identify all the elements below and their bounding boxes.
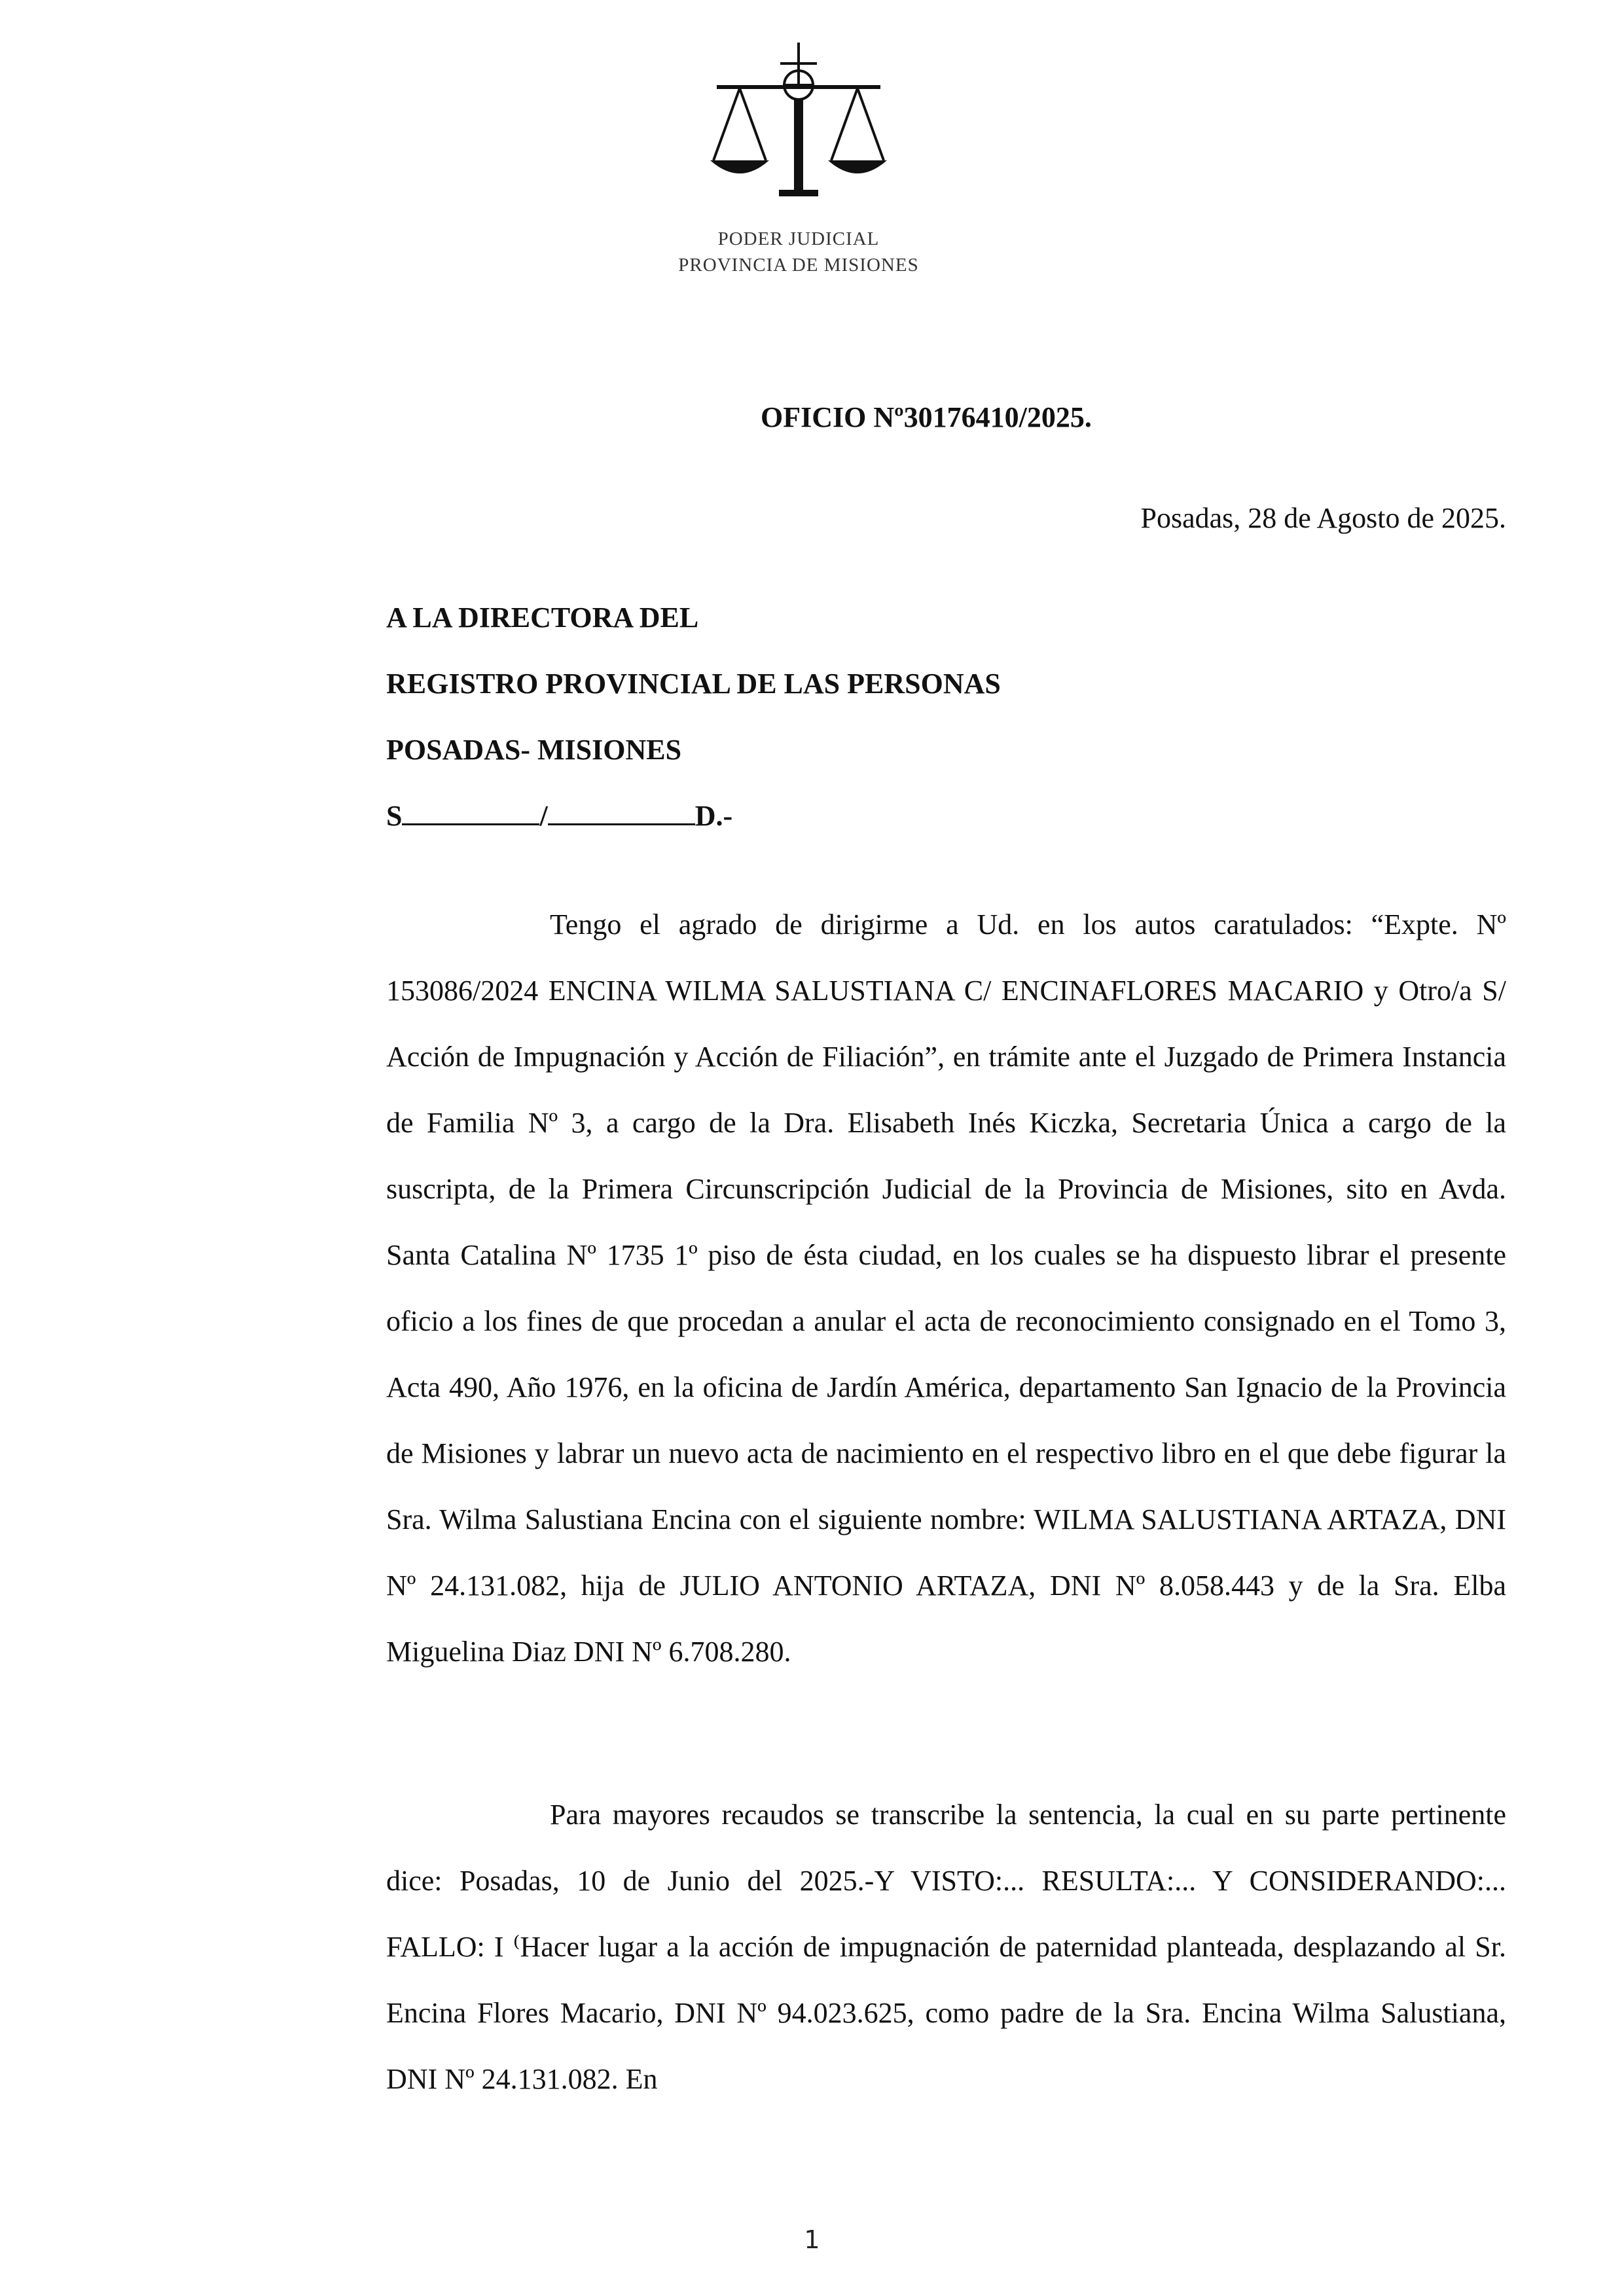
sd-slash: / <box>539 800 548 832</box>
sd-line <box>386 799 732 833</box>
judicial-logo <box>661 36 936 298</box>
logo-line-provincia: PROVINCIA DE MISIONES <box>678 255 919 276</box>
sd-s: S <box>386 800 403 832</box>
sd-d: D.- <box>695 800 733 832</box>
addressee-line-1: A LA DIRECTORA DEL <box>386 601 699 634</box>
date-line: Posadas, 28 de Agosto de 2025. <box>1140 502 1506 534</box>
logo-line-poder-judicial: PODER JUDICIAL <box>717 228 880 249</box>
scales-of-justice-icon <box>700 36 897 226</box>
sd-blank-1 <box>402 802 539 825</box>
body-paragraph-2 <box>386 1782 1506 2112</box>
paragraph-1-text: Tengo el agrado de dirigirme a Ud. en los autos caratulados: “Expte. Nº 153086/2024 ENCINA WILMA SALUSTIANA C/ ENCINAFLORES MACARIO y Otro/a S/ Acción de Impugnación y Acción de Filiación”, en trámite ante el Juzgado de Primera Instancia de Familia Nº 3, a cargo de la Dra. Elisabeth Inés Kiczka, Secretaria Única a cargo de la suscripta, de la Primera Circunscripción Judicial de la Provincia de Misiones, sito en Avda. Santa Catalina Nº 1735 1º piso de ésta ciudad, en los cuales se ha dispuesto librar el presente oficio a los fines de que procedan a anular el acta de reconocimiento consignado en el Tomo 3, Acta 490, Año 1976, en la oficina de Jardín América, departamento San Ignacio de la Provincia de Misiones y labrar un nuevo acta de nacimiento en el respectivo libro en el que debe figurar la Sra. Wilma Salustiana Encina con el siguiente nombre: WILMA SALUSTIANA ARTAZA, DNI Nº 24.131.082, hija de JULIO ANTONIO ARTAZA, DNI Nº 8.058.443 y de la Sra. Elba Miguelina Diaz DNI Nº 6.708.280. <box>386 908 1506 1668</box>
paragraph-2-text: Para mayores recaudos se transcribe la sentencia, la cual en su parte pertinente dice: Posadas, 10 de Junio del 2025.-Y VISTO:... RESULTA:... Y CONSIDERANDO:... FALLO: I ⁽Hacer lugar a la acción de impugnación de paternidad planteada, desplazando al Sr. Encina Flores Macario, DNI Nº 94.023.625, como padre de la Sra. Encina Wilma Salustiana, DNI Nº 24.131.082. En <box>386 1799 1506 2095</box>
page-number: 1 <box>804 2225 820 2254</box>
addressee-line-3: POSADAS- MISIONES <box>386 734 682 766</box>
oficio-title: OFICIO Nº30176410/2025. <box>761 401 1092 433</box>
body-paragraph-1 <box>386 891 1506 1685</box>
sd-blank-2 <box>548 802 695 825</box>
addressee-line-2: REGISTRO PROVINCIAL DE LAS PERSONAS <box>386 668 1001 700</box>
